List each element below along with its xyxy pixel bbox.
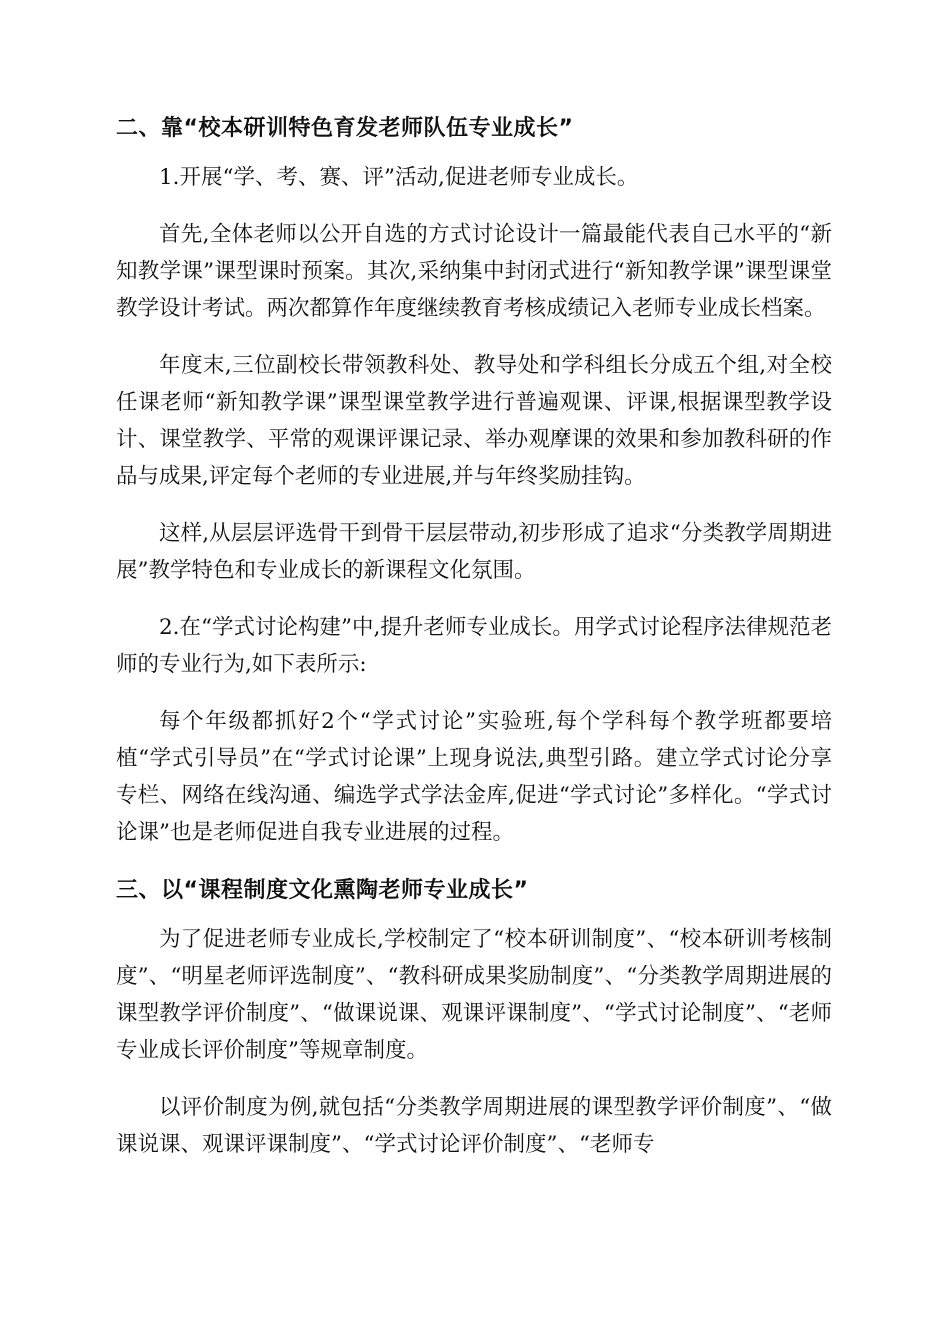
section-2-paragraph-6: 每个年级都抓好2个“学式讨论”实验班,每个学科每个教学班都要培植“学式引导员”在“学式讨论课”上现身说法,典型引路。建立学式讨论分享专栏、网络在线沟通、编选学式学法金库,促进“学式讨论”多样化。“学式讨论课”也是老师促进自我专业进展的过程。 xyxy=(116,709,832,845)
section-3-heading: 三、以“课程制度文化熏陶老师专业成长” xyxy=(116,878,529,903)
section-2-paragraph-1: 1.开展“学、考、赛、评”活动,促进老师专业成长。 xyxy=(159,165,639,190)
section-2-paragraph-4: 这样,从层层评选骨干到骨干层层带动,初步形成了追求“分类教学周期进展”教学特色和专业成长的新课程文化氛围。 xyxy=(116,521,832,583)
section-2-heading: 二、靠“校本研训特色育发老师队伍专业成长” xyxy=(116,116,574,141)
section-2-paragraph-2: 首先,全体老师以公开自选的方式讨论设计一篇最能代表自己水平的“新知教学课”课型课时预案。其次,采纳集中封闭式进行“新知教学课”课型课堂教学设计考试。两次都算作年度继续教育考核成绩记入老师专业成长档案。 xyxy=(116,222,832,321)
section-2-paragraph-3: 年度末,三位副校长带领教科处、教导处和学科组长分成五个组,对全校任课老师“新知教学课”课型课堂教学进行普遍观课、评课,根据课型教学设计、课堂教学、平常的观课评课记录、举办观摩课的效果和参加教科研的作品与成果,评定每个老师的专业进展,并与年终奖励挂钩。 xyxy=(116,353,832,489)
section-3-paragraph-2: 以评价制度为例,就包括“分类教学周期进展的课型教学评价制度”、“做课说课、观课评课制度”、“学式讨论评价制度”、“老师专 xyxy=(116,1095,832,1157)
section-2-paragraph-5: 2.在“学式讨论构建”中,提升老师专业成长。用学式讨论程序法律规范老师的专业行为,如下表所示: xyxy=(116,615,832,677)
section-3-paragraph-1: 为了促进老师专业成长,学校制定了“校本研训制度”、“校本研训考核制度”、“明星老师评选制度”、“教科研成果奖励制度”、“分类教学周期进展的课型教学评价制度”、“做课说课、观课评课制度”、“学式讨论制度”、“老师专业成长评价制度”等规章制度。 xyxy=(116,927,832,1063)
document-page xyxy=(116,109,832,1183)
